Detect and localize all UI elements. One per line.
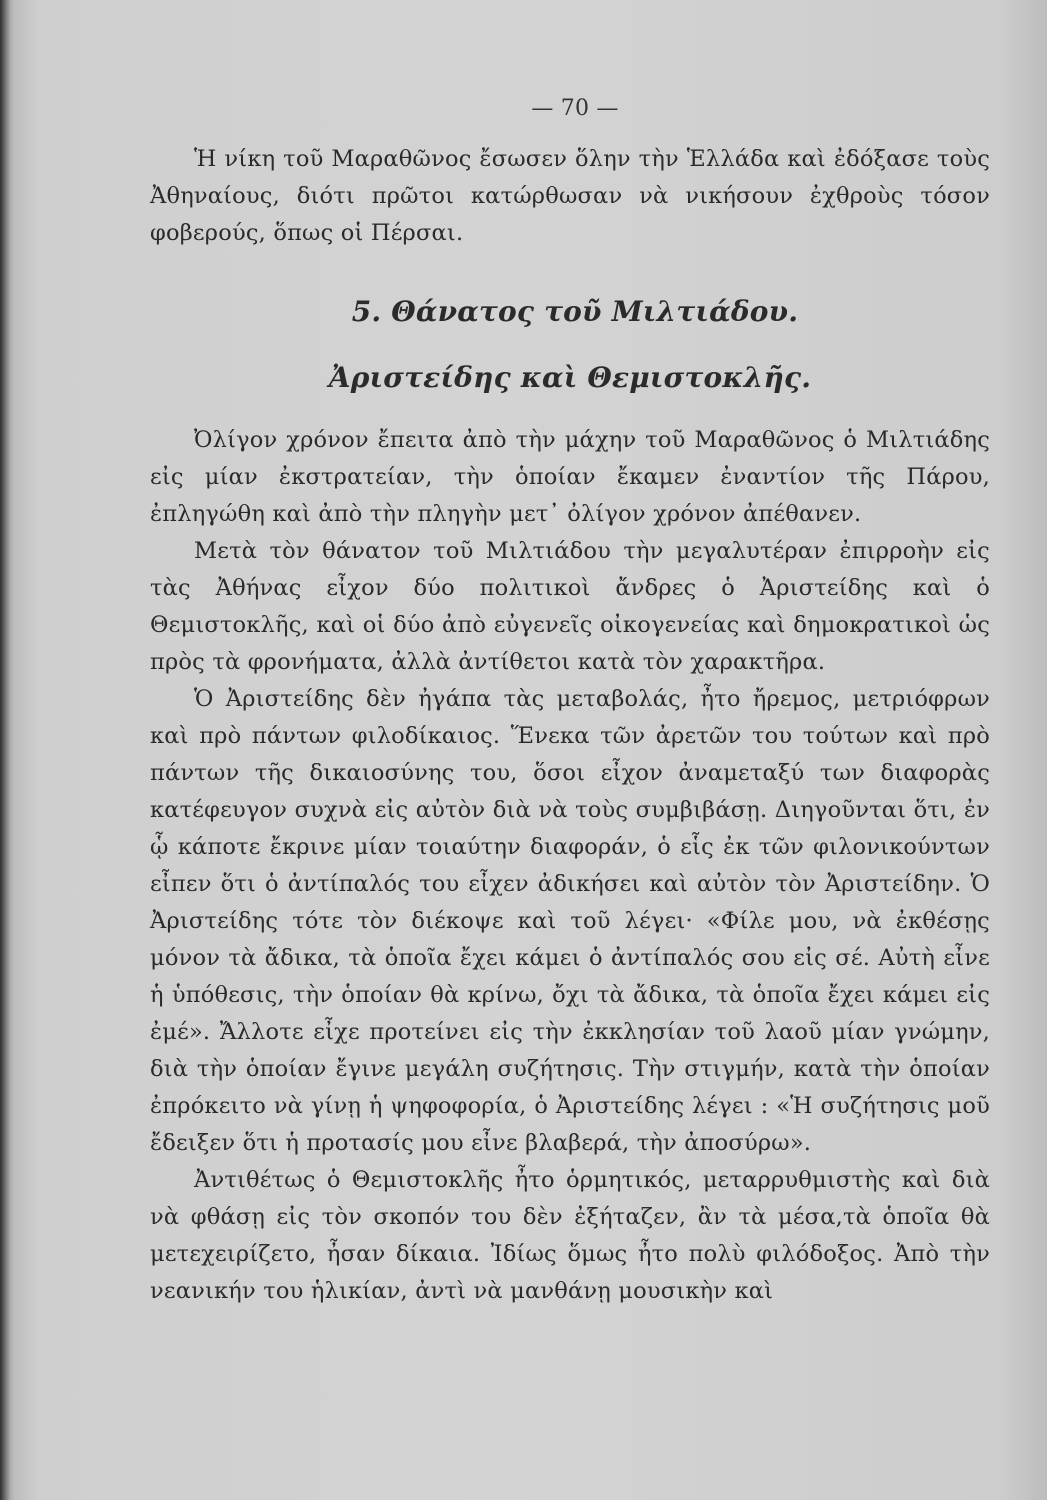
paragraph-themistocles: Ἀντιθέτως ὁ Θεμιστοκλῆς ἦτο ὁρμητικός, μεταρρυθμιστὴς καὶ διὰ νὰ φθάσῃ εἰς τὸν σκοπόν του δὲν ἐξήταζεν, ἂν τὰ μέσα,τὰ ὁποῖα θὰ μετεχειρίζετο, ἦσαν δίκαια. Ἰδίως ὅμως ἦτο πολὺ φιλόδοξος. Ἀπὸ τὴν νεανικήν του ἡλικίαν, ἀντὶ νὰ μανθάνῃ μουσικὴν καὶ xyxy=(150,1167,990,1304)
intro-paragraph: Ἡ νίκη τοῦ Μαραθῶνος ἔσωσεν ὅλην τὴν Ἑλλάδα καὶ ἐδόξασε τοὺς Ἀθηναίους, διότι πρῶτοι κατώρθωσαν νὰ νικήσουν ἐχθροὺς τόσον φοβερούς, ὅπως οἱ Πέρσαι. xyxy=(150,146,990,246)
book-binding-edge xyxy=(0,0,10,1500)
page-body xyxy=(150,96,990,1310)
page-number: — 70 — xyxy=(531,96,619,121)
paragraph-two-politicians: Μετὰ τὸν θάνατον τοῦ Μιλτιάδου τὴν μεγαλυτέραν ἐπιρροὴν εἰς τὰς Ἀθήνας εἶχον δύο πολιτικοὶ ἄνδρες ὁ Ἀριστείδης καὶ ὁ Θεμιστοκλῆς, καὶ οἱ δύο ἀπὸ εὐγενεῖς οἰκογενείας καὶ δημοκρατικοὶ ὡς πρὸς τὰ φρονήματα, ἀλλὰ ἀντίθετοι κατὰ τὸν χαρακτῆρα. xyxy=(150,538,990,675)
paragraph-death-of-miltiades: Ὀλίγον χρόνον ἔπειτα ἀπὸ τὴν μάχην τοῦ Μαραθῶνος ὁ Μιλτιάδης εἰς μίαν ἐκστρατείαν, τὴν ὁποίαν ἔκαμεν ἐναντίον τῆς Πάρου, ἐπληγώθη καὶ ἀπὸ τὴν πληγὴν μετ᾽ ὀλίγον χρόνον ἀπέθανεν. xyxy=(150,427,990,527)
paragraph-aristides: Ὁ Ἀριστείδης δὲν ἠγάπα τὰς μεταβολάς, ἦτο ἤρεμος, μετριόφρων καὶ πρὸ πάντων φιλοδίκαιος. Ἕνεκα τῶν ἀρετῶν του τούτων καὶ πρὸ πάντων τῆς δικαιοσύνης του, ὅσοι εἶχον ἀναμεταξύ των διαφορὰς κατέφευγον συχνὰ εἰς αὐτὸν διὰ νὰ τοὺς συμβιβάσῃ. Διηγοῦνται ὅτι, ἐν ᾧ κάποτε ἔκρινε μίαν τοιαύτην διαφοράν, ὁ εἷς ἐκ τῶν φιλονικούντων εἶπεν ὅτι ὁ ἀντίπαλός του εἶχεν ἀδικήσει καὶ αὐτὸν τὸν Ἀριστείδην. Ὁ Ἀριστείδης τότε τὸν διέκοψε καὶ τοῦ λέγει· «Φίλε μου, νὰ ἐκθέσῃς μόνον τὰ ἄδικα, τὰ ὁποῖα ἔχει κάμει ὁ ἀντίπαλός σου εἰς σέ. Αὐτὴ εἶνε ἡ ὑπόθεσις, τὴν ὁποίαν θὰ κρίνω, ὄχι τὰ ἄδικα, τὰ ὁποῖα ἔχει κάμει εἰς ἐμέ». Ἄλλοτε εἶχε προτείνει εἰς τὴν ἐκκλησίαν τοῦ λαοῦ μίαν γνώμην, διὰ τὴν ὁποίαν ἔγινε μεγάλη συζήτησις. Τὴν στιγμήν, κατὰ τὴν ὁποίαν ἐπρόκειτο νὰ γίνῃ ἡ ψηφοφορία, ὁ Ἀριστείδης λέγει : «Ἡ συζήτησις μοῦ ἔδειξεν ὅτι ἡ προτασίς μου εἶνε βλαβερά, τὴν ἀποσύρω». xyxy=(150,686,990,1156)
section-subtitle: Ἀριστείδης καὶ Θεμιστοκλῆς. xyxy=(328,361,812,394)
section-title: 5. Θάνατος τοῦ Μιλτιάδου. xyxy=(351,295,799,328)
